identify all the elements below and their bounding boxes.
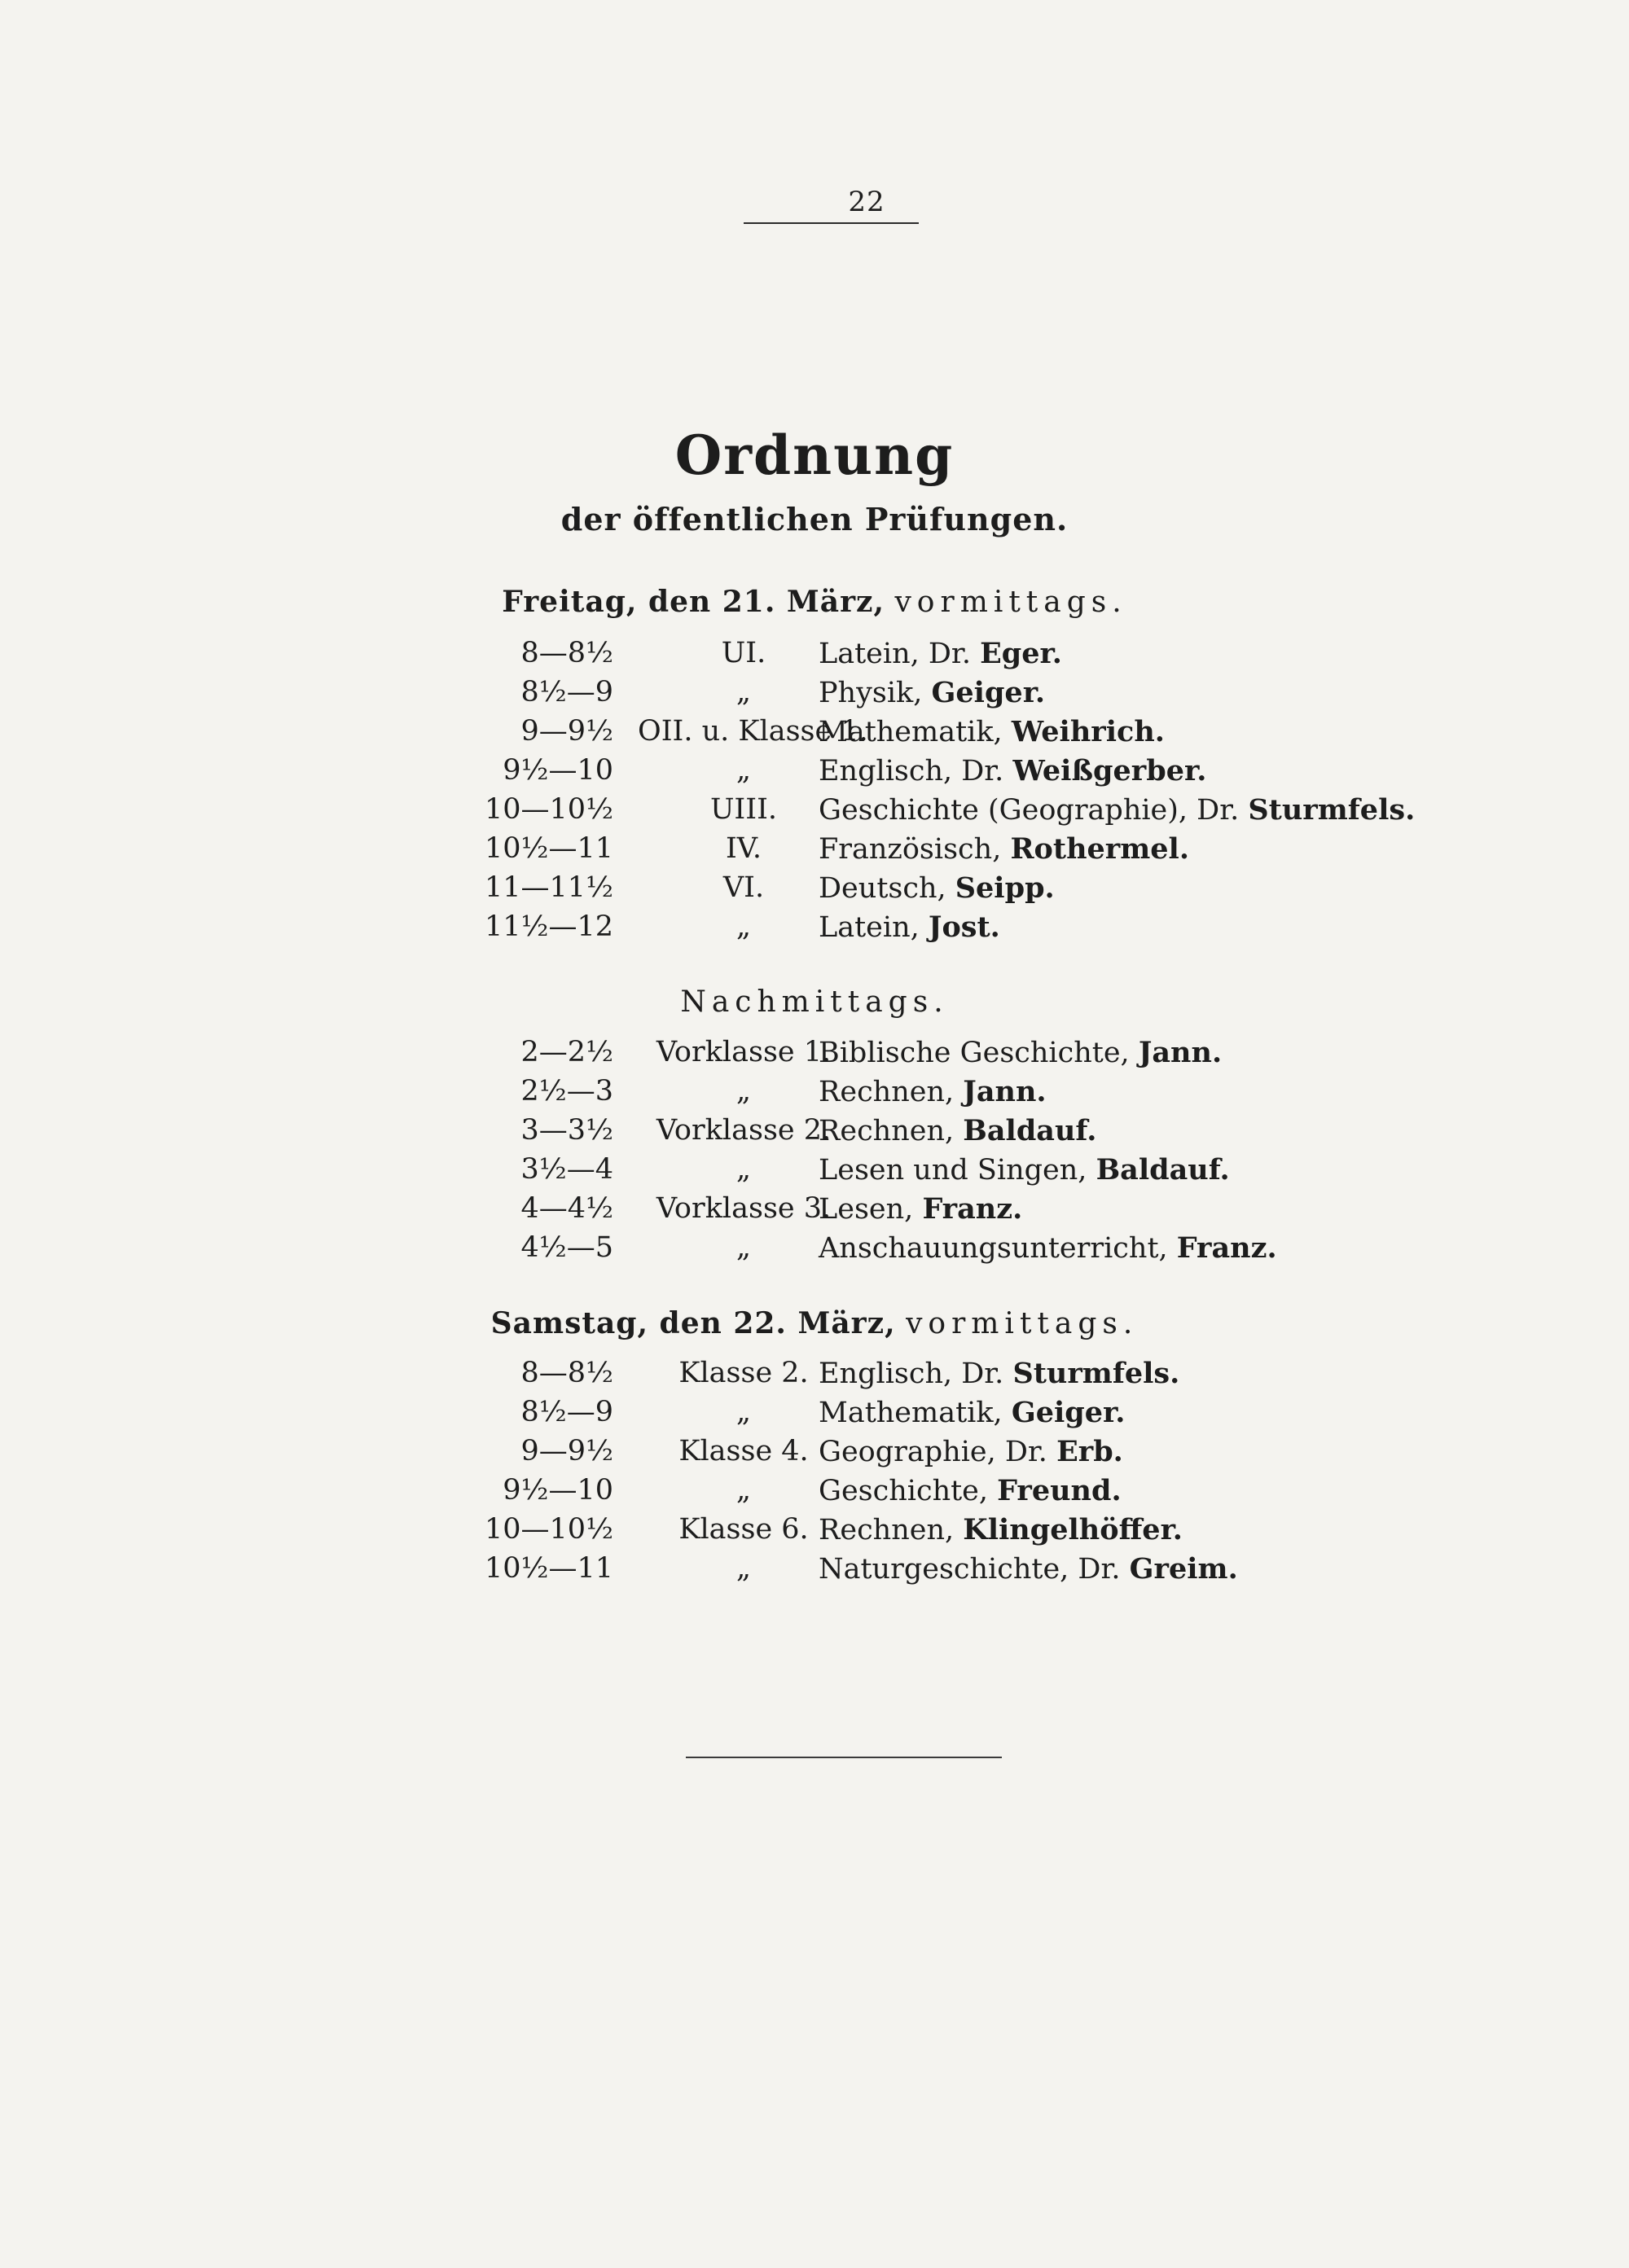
section-heading-day: Samstag, den 22. März, — [490, 1306, 896, 1340]
teacher: Baldauf. — [1096, 1153, 1230, 1187]
class-name: „ — [735, 1474, 752, 1507]
teacher: Baldauf. — [963, 1114, 1097, 1147]
class-name: OII. u. Klasse 1. — [638, 715, 868, 748]
time-slot: 9½—10 — [503, 1474, 613, 1507]
schedule-row — [0, 637, 1629, 679]
schedule-row — [0, 1396, 1629, 1438]
schedule-row — [0, 1075, 1629, 1117]
time-slot: 4½—5 — [520, 1231, 613, 1264]
subject-teacher — [819, 1552, 1238, 1586]
teacher: Jann. — [1138, 1036, 1223, 1069]
subject-teacher — [819, 1036, 1222, 1069]
teacher: Weißgerber. — [1012, 754, 1207, 787]
teacher: Greim. — [1129, 1552, 1238, 1586]
subject: Geschichte, — [819, 1475, 989, 1507]
subject-teacher — [819, 754, 1206, 787]
teacher: Freund. — [997, 1474, 1122, 1507]
subject-teacher — [819, 1075, 1047, 1108]
class-name: UIII. — [709, 793, 778, 826]
time-slot: 8½—9 — [520, 1396, 613, 1428]
subject: Mathematik, — [819, 716, 1003, 748]
time-slot: 9½—10 — [503, 754, 613, 787]
class-name: Vorklasse 3. — [656, 1192, 832, 1225]
class-name: „ — [735, 754, 752, 787]
schedule-row — [0, 1192, 1629, 1235]
time-slot: 11—11½ — [485, 871, 613, 904]
time-slot: 11½—12 — [485, 910, 613, 943]
schedule-row — [0, 1513, 1629, 1555]
subject: Biblische Geschichte, — [819, 1037, 1130, 1069]
schedule-row — [0, 1231, 1629, 1274]
class-name: „ — [735, 1552, 752, 1585]
subject-teacher — [819, 1396, 1125, 1429]
subject: Physik, — [819, 677, 923, 709]
time-slot: 9—9½ — [520, 715, 613, 748]
time-slot: 8—8½ — [520, 637, 613, 669]
class-name: Vorklasse 2. — [656, 1114, 832, 1147]
subject-teacher — [819, 910, 1000, 944]
subject-teacher — [819, 1474, 1122, 1507]
teacher: Klingelhöffer. — [963, 1513, 1183, 1546]
teacher: Sturmfels. — [1248, 793, 1416, 827]
subject-teacher — [819, 1231, 1277, 1265]
schedule-row — [0, 1114, 1629, 1156]
class-name: Klasse 4. — [678, 1435, 809, 1467]
class-name: „ — [735, 1396, 752, 1428]
time-slot: 2½—3 — [520, 1075, 613, 1108]
schedule-row — [0, 1153, 1629, 1195]
time-slot: 2—2½ — [520, 1036, 613, 1068]
subject-teacher — [819, 1192, 1022, 1226]
class-name: „ — [735, 1075, 752, 1108]
time-slot: 10½—11 — [485, 1552, 613, 1585]
section-heading-time: vormittags. — [906, 1307, 1139, 1340]
schedule-row — [0, 1357, 1629, 1399]
teacher: Franz. — [1176, 1231, 1277, 1265]
class-name: „ — [735, 910, 752, 943]
page-number: 22 — [848, 186, 885, 218]
subject: Latein, — [819, 911, 920, 944]
subject-teacher — [819, 715, 1165, 748]
subject-teacher — [819, 676, 1045, 709]
teacher: Geiger. — [931, 676, 1046, 709]
schedule-row — [0, 832, 1629, 875]
subject: Lesen, — [819, 1193, 914, 1226]
class-name: Vorklasse 1. — [656, 1036, 832, 1068]
subject: Naturgeschichte, Dr. — [819, 1553, 1121, 1586]
subject: Deutsch, — [819, 872, 946, 905]
schedule-row — [0, 715, 1629, 757]
time-slot: 8—8½ — [520, 1357, 613, 1389]
time-slot: 9—9½ — [520, 1435, 613, 1467]
class-name: „ — [735, 1153, 752, 1186]
subject: Mathematik, — [819, 1397, 1003, 1429]
time-slot: 4—4½ — [520, 1192, 613, 1225]
subject: Geschichte (Geographie), Dr. — [819, 794, 1240, 827]
schedule-row — [0, 1474, 1629, 1516]
class-name: UI. — [721, 637, 766, 669]
top-rule — [744, 222, 919, 224]
class-name: Klasse 2. — [678, 1357, 809, 1389]
subject-teacher — [819, 832, 1189, 866]
teacher: Jost. — [928, 910, 1000, 944]
teacher: Eger. — [980, 637, 1062, 670]
schedule-row — [0, 1036, 1629, 1078]
teacher: Weihrich. — [1011, 715, 1165, 748]
schedule-row — [0, 871, 1629, 914]
subject-teacher — [819, 1513, 1183, 1546]
subject: Geographie, Dr. — [819, 1436, 1047, 1468]
teacher: Rothermel. — [1010, 832, 1190, 866]
section-heading-time: vormittags. — [894, 586, 1127, 619]
subject: Rechnen, — [819, 1076, 955, 1108]
schedule-row — [0, 1435, 1629, 1477]
schedule-row — [0, 793, 1629, 836]
class-name: IV. — [725, 832, 762, 865]
time-slot: 8½—9 — [520, 676, 613, 708]
schedule-row — [0, 754, 1629, 796]
subject-teacher — [819, 793, 1415, 827]
subject-teacher — [819, 1357, 1179, 1390]
subject: Lesen und Singen, — [819, 1154, 1087, 1187]
subject: Englisch, Dr. — [819, 755, 1004, 787]
teacher: Seipp. — [955, 871, 1055, 905]
teacher: Sturmfels. — [1012, 1357, 1180, 1390]
subject-teacher — [819, 1114, 1096, 1147]
subject: Französisch, — [819, 833, 1002, 866]
subject: Englisch, Dr. — [819, 1358, 1004, 1390]
time-slot: 10½—11 — [485, 832, 613, 865]
bottom-rule — [686, 1757, 1002, 1758]
teacher: Jann. — [963, 1075, 1047, 1108]
section-heading-afternoon — [0, 985, 1629, 1019]
class-name: VI. — [722, 871, 765, 904]
schedule-row — [0, 1552, 1629, 1595]
subject: Anschauungsunterricht, — [819, 1232, 1168, 1265]
class-name: Klasse 6. — [678, 1513, 809, 1546]
class-name: „ — [735, 676, 752, 708]
time-slot: 10—10½ — [485, 793, 613, 826]
section-heading-friday-morning — [0, 585, 1629, 619]
teacher: Geiger. — [1011, 1396, 1126, 1429]
subject: Rechnen, — [819, 1514, 955, 1546]
teacher: Franz. — [922, 1192, 1023, 1226]
subject-teacher — [819, 1435, 1123, 1468]
schedule-row — [0, 676, 1629, 718]
subject: Latein, Dr. — [819, 638, 971, 670]
class-name: „ — [735, 1231, 752, 1264]
subject-teacher — [819, 871, 1055, 905]
subject-teacher — [819, 637, 1062, 670]
time-slot: 10—10½ — [485, 1513, 613, 1546]
teacher: Erb. — [1056, 1435, 1123, 1468]
section-heading-day: Freitag, den 21. März, — [502, 585, 885, 619]
section-heading-time: Nachmittags. — [680, 985, 949, 1019]
time-slot: 3½—4 — [520, 1153, 613, 1186]
subject-teacher — [819, 1153, 1230, 1187]
page-subtitle: der öffentlichen Prüfungen. — [560, 501, 1069, 537]
schedule-row — [0, 910, 1629, 953]
page-title: Ordnung — [674, 423, 955, 487]
section-heading-saturday-morning — [0, 1306, 1629, 1340]
subject: Rechnen, — [819, 1115, 955, 1147]
time-slot: 3—3½ — [520, 1114, 613, 1147]
